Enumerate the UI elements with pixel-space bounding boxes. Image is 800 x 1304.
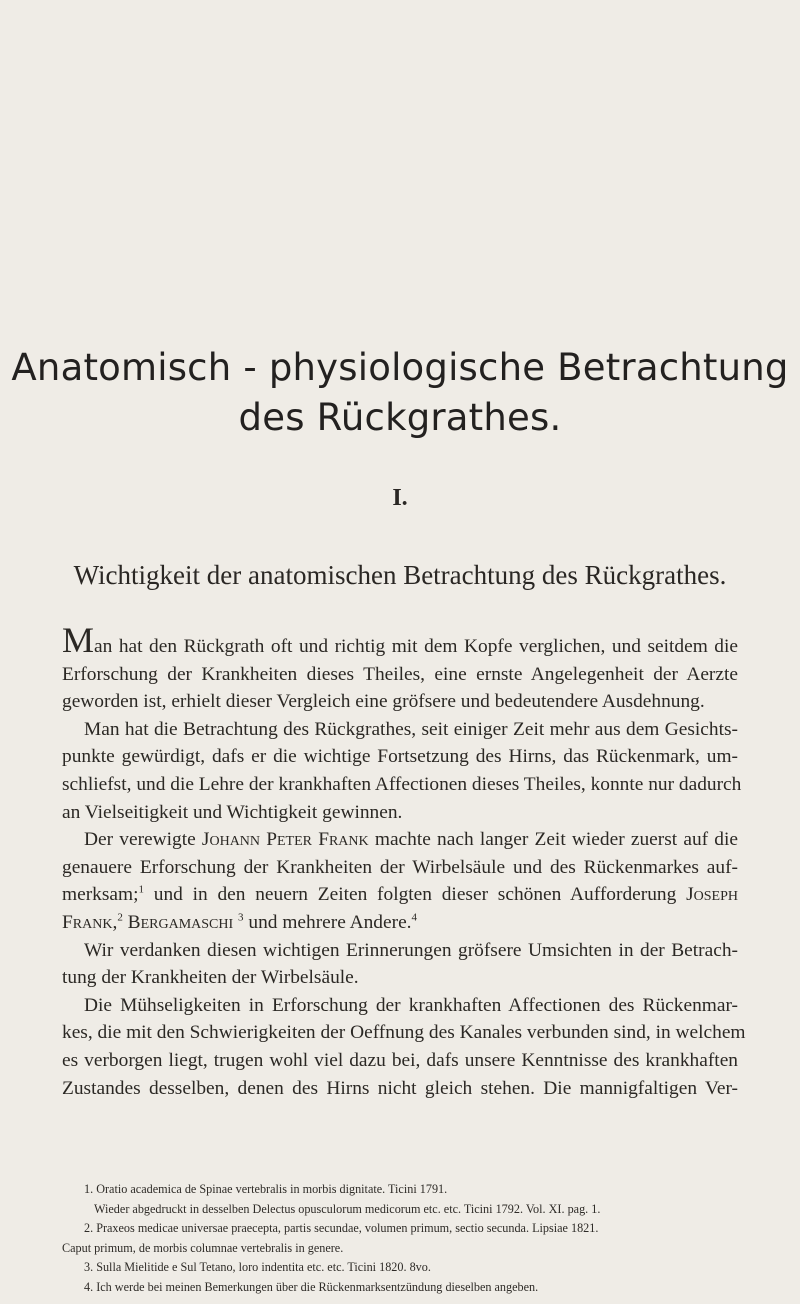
author-name: Johann Peter Frank <box>201 829 369 851</box>
footnote-ref-4[interactable]: 4 <box>411 911 418 924</box>
footnote-ref-3[interactable]: 3 <box>238 911 244 924</box>
body-text <box>62 620 746 1102</box>
paragraph-1-line-1 <box>62 620 738 661</box>
text-span: merksam; <box>62 884 139 906</box>
author-name: Frank, <box>62 911 118 933</box>
paragraph-3-line-4 <box>62 909 738 937</box>
paragraph-3-line-3 <box>62 881 738 909</box>
author-name: Bergamaschi <box>127 911 234 933</box>
footnote-2: 2. Praxeos medicae universae praecepta, partis secundae, volumen primum, sectio secunda. Lipsiae 1821. <box>84 1221 599 1236</box>
paragraph-1-line-2: Erforschung der Krankheiten dieses Theiles, eine ernste Angelegenheit der Aerzte <box>62 663 738 685</box>
paragraph-2-line-1: Man hat die Betrachtung des Rückgrathes, seit einiger Zeit mehr aus dem Gesichts- <box>84 718 738 740</box>
footnote-3: 3. Sulla Mielitide e Sul Tetano, loro indentita etc. etc. Ticini 1820. 8vo. <box>84 1260 431 1275</box>
drop-cap: M <box>62 620 95 660</box>
author-name: Joseph <box>686 884 738 906</box>
paragraph-4-line-2: tung der Krankheiten der Wirbelsäule. <box>62 967 359 989</box>
paragraph-1-line-3: geworden ist, erhielt dieser Vergleich eine gröfsere und bedeutendere Ausdehnung. <box>62 691 705 713</box>
section-title: Wichtigkeit der anatomischen Betrachtung des Rückgrathes. <box>73 560 727 590</box>
footnote-ref-2[interactable]: 2 <box>117 911 123 924</box>
paragraph-2-line-3: schliefst, und die Lehre der krankhaften Affectionen dieses Theiles, konnte nur dadurch <box>62 773 742 795</box>
footnote-4: 4. Ich werde bei meinen Bemerkungen über die Rückenmarksentzündung dieselben angeben. <box>84 1279 539 1294</box>
paragraph-3-line-2: genauere Erforschung der Krankheiten der Wirbelsäule und des Rückenmarkes auf- <box>62 856 738 878</box>
footnotes <box>62 1180 742 1298</box>
paragraph-2-line-2: punkte gewürdigt, dafs er die wichtige Fortsetzung des Hirns, das Rückenmark, um- <box>62 746 738 768</box>
section-number: I. <box>392 485 408 511</box>
text-span: an hat den Rückgrath oft und richtig mit dem Kopfe verglichen, und seitdem die <box>94 636 738 657</box>
text-span: Der verewigte <box>84 829 196 851</box>
paragraph-3-line-1 <box>62 826 738 854</box>
paragraph-5-line-3: es verborgen liegt, trugen wohl viel dazu bei, dafs unsere Kenntnisse des krankhaften <box>62 1049 738 1071</box>
paragraph-2-line-4: an Vielseitigkeit und Wichtigkeit gewinnen. <box>62 801 403 823</box>
footnote-1-continuation: Wieder abgedruckt in desselben Delectus opusculorum medicorum etc. etc. Ticini 1792. Vol. XI. pag. 1. <box>94 1201 601 1216</box>
footnote-ref-1[interactable]: 1 <box>138 883 144 896</box>
paragraph-5-line-1: Die Mühseligkeiten in Erforschung der krankhaften Affectionen des Rückenmar- <box>84 994 738 1016</box>
text-span: und in den neuern Zeiten folgten dieser schönen Aufforderung <box>153 884 677 906</box>
page-title-line-2: des Rückgrathes. <box>238 396 562 439</box>
footnote-2-continuation: Caput primum, de morbis columnae vertebralis in genere. <box>62 1240 344 1255</box>
text-span: machte nach langer Zeit wieder zuerst auf die <box>374 829 738 851</box>
page-title-line-1: Anatomisch - physiologische Betrachtung <box>11 346 789 389</box>
paragraph-5-line-4: Zustandes desselben, denen des Hirns nicht gleich stehen. Die mannigfaltigen Ver- <box>62 1077 738 1099</box>
paragraph-5-line-2: kes, die mit den Schwierigkeiten der Oeffnung des Kanales verbunden sind, in welchem <box>62 1022 746 1044</box>
text-span: und mehrere Andere. <box>248 911 412 933</box>
footnote-1: 1. Oratio academica de Spinae vertebralis in morbis dignitate. Ticini 1791. <box>84 1182 448 1196</box>
paragraph-4-line-1: Wir verdanken diesen wichtigen Erinnerungen gröfsere Umsichten in der Betrach- <box>84 939 738 961</box>
